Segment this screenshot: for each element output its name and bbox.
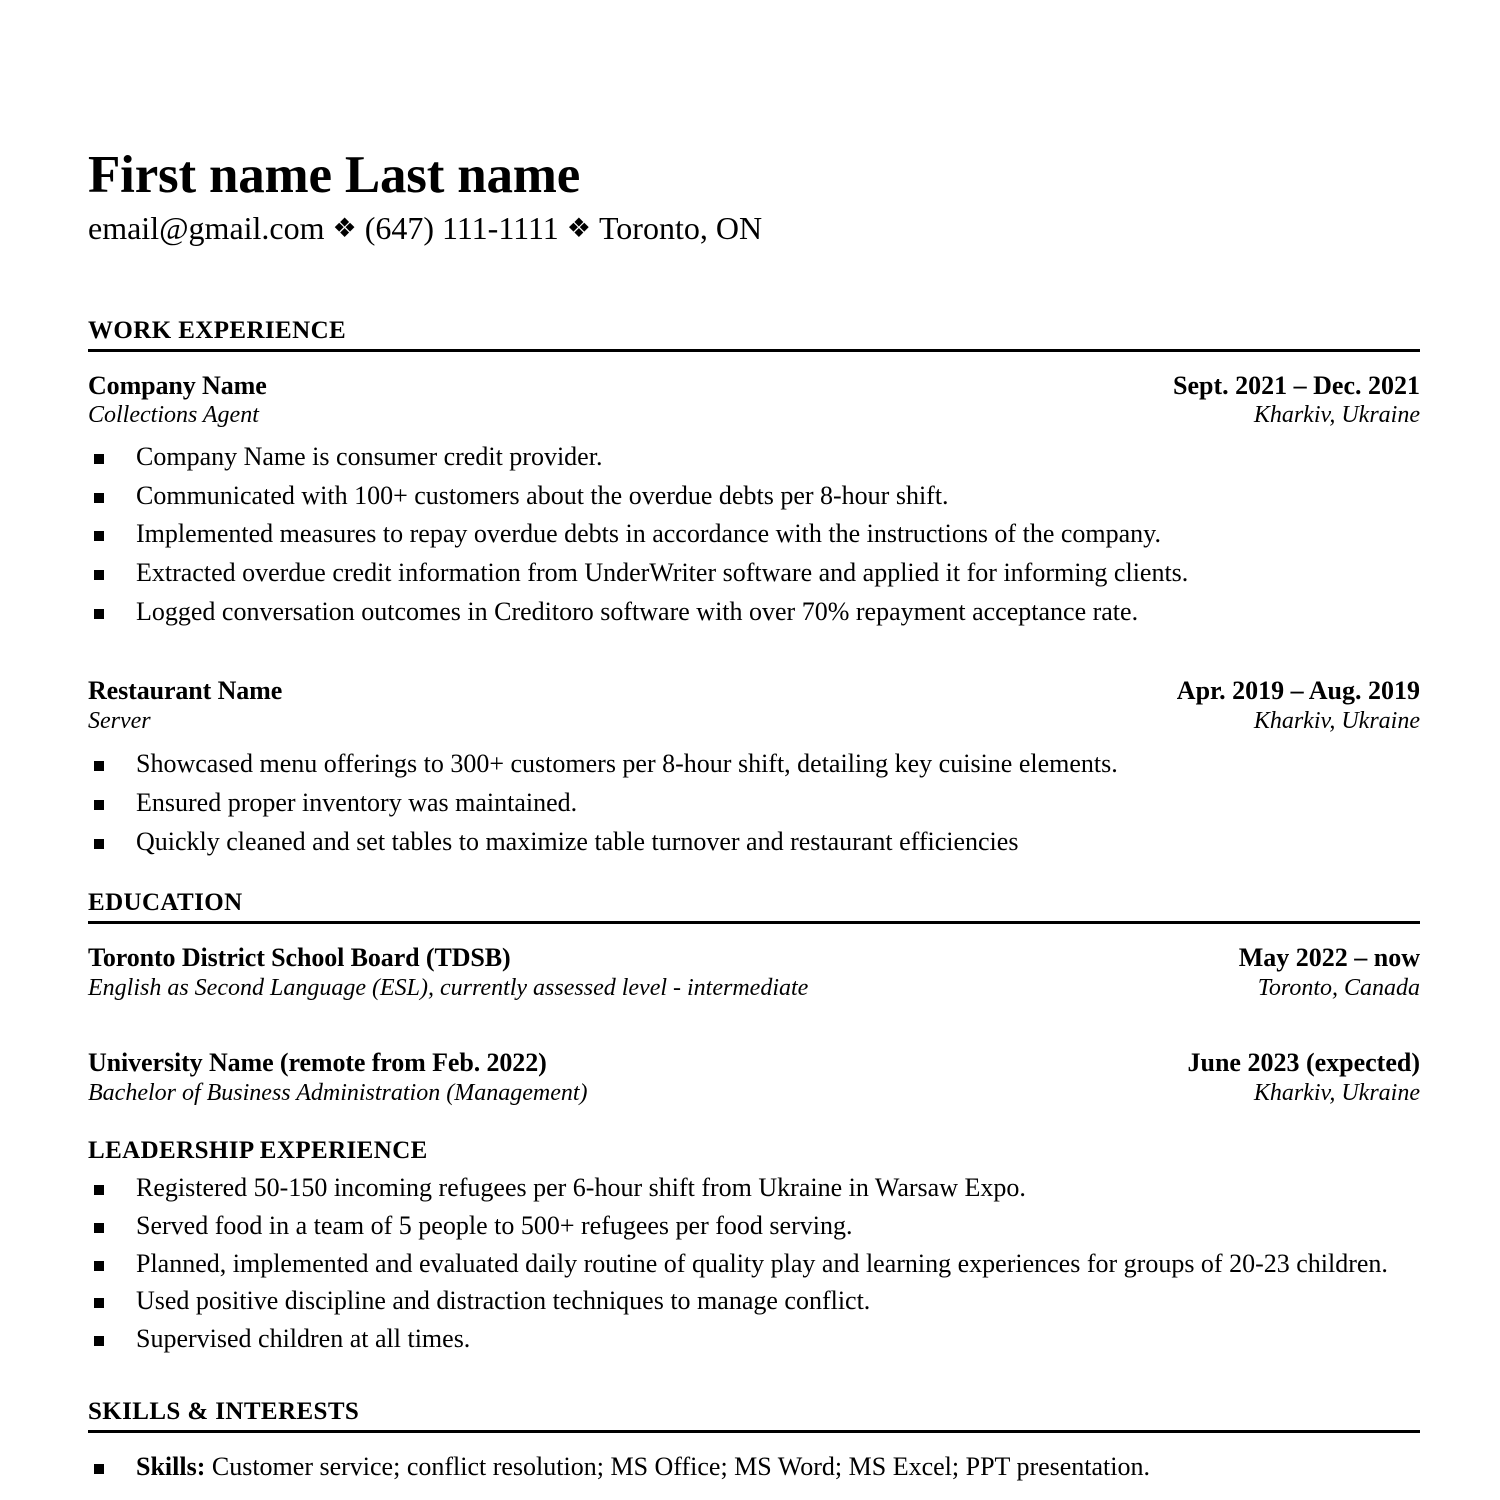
phone-text: (647) 111-1111	[364, 209, 559, 246]
section-heading-skills: SKILLS & INTERESTS	[88, 1397, 1420, 1433]
list-item: Used positive discipline and distraction techniques to manage conflict.	[88, 1283, 1420, 1319]
education-entry-subtitle-row	[88, 974, 1420, 1003]
section-heading-leadership: LEADERSHIP EXPERIENCE	[88, 1136, 428, 1164]
page-title: First name Last name	[88, 146, 581, 204]
section-work-experience	[88, 316, 1420, 861]
list-item: Logged conversation outcomes in Creditoro software with over 70% repayment acceptance rate.	[88, 594, 1420, 631]
list-item: Communicated with 100+ customers about the overdue debts per 8-hour shift.	[88, 478, 1420, 515]
list-item: Registered 50-150 incoming refugees per 6-hour shift from Ukraine in Warsaw Expo.	[88, 1170, 1420, 1206]
section-skills-interests	[88, 1397, 1420, 1486]
work-entry	[88, 675, 1420, 861]
education-entry-subtitle-row	[88, 1079, 1420, 1108]
work-entry-location: Kharkiv, Ukraine	[1253, 707, 1420, 734]
education-entry-location: Toronto, Canada	[1257, 974, 1420, 1001]
work-entry-company: Company Name	[88, 370, 267, 400]
education-entry-school: University Name (remote from Feb. 2022)	[88, 1047, 547, 1077]
skills-bullets	[88, 1449, 1420, 1486]
work-entry-location: Kharkiv, Ukraine	[1253, 402, 1420, 429]
section-heading-education: EDUCATION	[88, 888, 1420, 924]
location-text: Toronto, ON	[598, 209, 763, 246]
work-entry-subtitle-row	[88, 401, 1420, 430]
education-entry-dates: May 2022 – now	[1238, 942, 1420, 972]
list-item: Ensured proper inventory was maintained.	[88, 785, 1420, 822]
education-entry-dates: June 2023 (expected)	[1187, 1047, 1420, 1077]
diamond-separator-icon: ❖	[566, 212, 591, 243]
education-entry-title-row	[88, 942, 1420, 974]
education-entry-program: Bachelor of Business Administration (Management)	[88, 1079, 588, 1106]
list-item: Planned, implemented and evaluated daily routine of quality play and learning experiences for groups of 20-23 children.	[88, 1246, 1420, 1282]
list-item: Implemented measures to repay overdue debts in accordance with the instructions of the company.	[88, 516, 1420, 553]
email-text: email@gmail.com	[88, 209, 325, 246]
resume-header	[80, 0, 1420, 248]
education-entry	[88, 1047, 1420, 1108]
list-item: Extracted overdue credit information from UnderWriter software and applied it for informing clients.	[88, 555, 1420, 592]
skills-text: Customer service; conflict resolution; MS Office; MS Word; MS Excel; PPT presentation.	[205, 1452, 1151, 1482]
section-education	[88, 888, 1420, 1108]
list-item: Supervised children at all times.	[88, 1321, 1420, 1357]
education-entry-program: English as Second Language (ESL), currently assessed level - intermediate	[88, 974, 809, 1001]
work-entry-role: Collections Agent	[88, 402, 259, 429]
list-item: Showcased menu offerings to 300+ customers per 8-hour shift, detailing key cuisine elements.	[88, 746, 1420, 783]
contact-line	[88, 208, 1420, 248]
list-item: Served food in a team of 5 people to 500+ refugees per food serving.	[88, 1208, 1420, 1244]
work-entry-bullets	[88, 439, 1420, 632]
work-entry-dates: Sept. 2021 – Dec. 2021	[1173, 370, 1420, 400]
list-item: Company Name is consumer credit provider.	[88, 439, 1420, 476]
work-entry-role: Server	[88, 707, 151, 734]
list-item	[88, 1449, 1420, 1486]
work-entry-title-row	[88, 370, 1420, 402]
work-entry-company: Restaurant Name	[88, 676, 283, 706]
list-item: Quickly cleaned and set tables to maximize table turnover and restaurant efficiencies	[88, 824, 1420, 861]
diamond-separator-icon: ❖	[332, 212, 357, 243]
work-entry	[88, 370, 1420, 632]
work-entry-dates: Apr. 2019 – Aug. 2019	[1176, 676, 1420, 706]
education-entry-title-row	[88, 1047, 1420, 1079]
section-heading-work: WORK EXPERIENCE	[88, 316, 1420, 352]
leadership-bullets	[88, 1170, 1420, 1357]
education-entry-school: Toronto District School Board (TDSB)	[88, 942, 511, 972]
work-entry-bullets	[88, 746, 1420, 861]
section-leadership-experience	[88, 1136, 1420, 1357]
work-entry-title-row	[88, 675, 1420, 707]
education-entry	[88, 942, 1420, 1003]
work-entry-subtitle-row	[88, 707, 1420, 736]
education-entry-location: Kharkiv, Ukraine	[1253, 1079, 1420, 1106]
skills-label: Skills:	[136, 1452, 206, 1482]
